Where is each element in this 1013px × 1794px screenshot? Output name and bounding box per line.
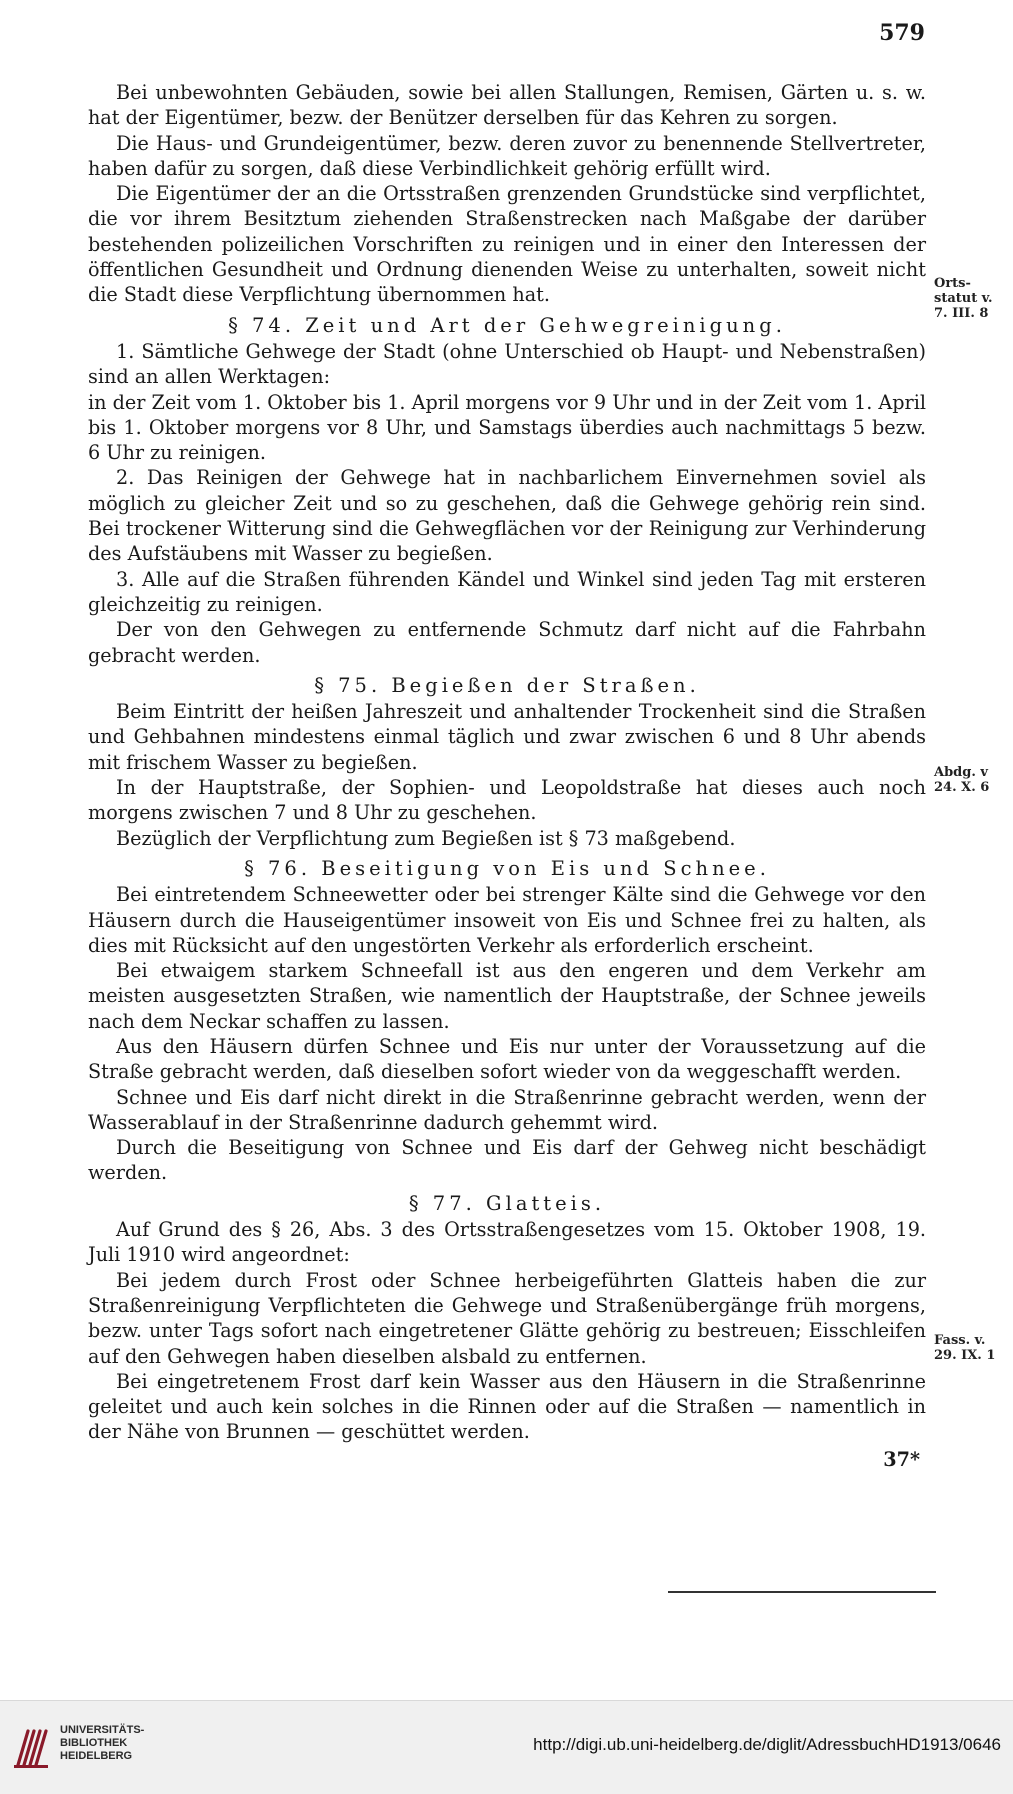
paragraph: Bei jedem durch Frost oder Schnee herbeigeführten Glatteis haben die zur Straßenreinigung Verpflichteten die Gehwege und Straßenübergänge früh morgens, bezw. unter Tags sofort nach eingetretener Glätte gehörig zu bestreuen; Eisschleifen auf den Gehwegen haben dieselben alsbald zu entfernen.: [88, 1268, 926, 1368]
logo-text-line: HEIDELBERG: [60, 1750, 133, 1762]
paragraph: Der von den Gehwegen zu entfernende Schmutz darf nicht auf die Fahrbahn gebracht werden.: [88, 618, 926, 667]
margin-note-line: 24. X. 6: [934, 780, 990, 795]
sheet-signature: 37*: [883, 1447, 920, 1471]
paragraph: Bei etwaigem starkem Schneefall ist aus den engeren und dem Verkehr am meisten ausgesetzten Straßen, wie namentlich der Hauptstraße, der Schnee jeweils nach dem Neckar schaffen zu lassen.: [88, 959, 926, 1033]
paragraph: Schnee und Eis darf nicht direkt in die Straßenrinne gebracht werden, wenn der Wasserablauf in der Straßenrinne dadurch gehemmt wird.: [88, 1085, 926, 1134]
footer-rule: [668, 1591, 936, 1593]
margin-note-line: Abdg. v: [934, 765, 988, 780]
page-number: 579: [879, 20, 925, 46]
section-heading: § 75. Begießen der Straßen.: [314, 673, 700, 697]
paragraph: Die Eigentümer der an die Ortsstraßen grenzenden Grundstücke sind verpflichtet, die vor ihrem Besitztum ziehenden Straßenstrecken nach Maßgabe der darüber bestehenden polizeilichen Vorschriften zu reinigen und in einer den Interessen der öffentlichen Gesundheit und Ordnung dienenden Weise zu unterhalten, soweit nicht die Stadt diese Verpflichtung übernommen hat.: [88, 182, 926, 307]
paragraph: Die Haus- und Grundeigentümer, bezw. deren zuvor zu benennende Stellvertreter, haben dafür zu sorgen, daß diese Verbindlichkeit gehörig erfüllt wird.: [88, 131, 926, 180]
section-heading: § 74. Zeit und Art der Gehwegreinigung.: [228, 313, 786, 337]
margin-note-statute: [934, 276, 1010, 321]
margin-note-line: statut v.: [934, 291, 993, 306]
paragraph: Bei eintretendem Schneewetter oder bei strenger Kälte sind die Gehwege vor den Häusern durch die Hauseigentümer insoweit von Eis und Schnee frei zu halten, als dies mit Rücksicht auf den ungestörten Verkehr als erforderlich erscheint.: [88, 883, 926, 957]
paragraph: Bei eingetretenem Frost darf kein Wasser aus den Häusern in die Straßenrinne geleitet und auch kein solches in die Rinnen oder auf die Straßen — namentlich in der Nähe von Brunnen — geschüttet werden.: [88, 1369, 926, 1444]
paragraph: 3. Alle auf die Straßen führenden Kändel und Winkel sind jeden Tag mit ersteren gleichzeitig zu reinigen.: [88, 567, 926, 616]
margin-note-line: 29. IX. 1: [934, 1348, 996, 1363]
logo-text-line: BIBLIOTHEK: [60, 1737, 128, 1749]
section-heading: § 76. Beseitigung von Eis und Schnee.: [244, 856, 770, 880]
margin-note-amendment: [934, 765, 1010, 795]
paragraph: 1. Sämtliche Gehwege der Stadt (ohne Unterschied ob Haupt- und Nebenstraßen) sind an allen Werktagen:: [88, 339, 926, 389]
heidelberg-emblem-icon: [10, 1723, 52, 1771]
document-body: [88, 80, 926, 1472]
library-logo[interactable]: [10, 1723, 150, 1773]
paragraph: Aus den Häusern dürfen Schnee und Eis nur unter der Voraussetzung auf die Straße gebracht werden, daß dieselben sofort wieder von da weggeschafft werden.: [88, 1034, 926, 1084]
paragraph: Beim Eintritt der heißen Jahreszeit und anhaltender Trockenheit sind die Straßen und Gehbahnen mindestens einmal täglich und zwar zwischen 6 und 8 Uhr abends mit frischem Wasser zu begießen.: [88, 700, 926, 774]
margin-note-line: 7. III. 8: [934, 306, 989, 321]
paragraph: Bezüglich der Verpflichtung zum Begießen ist § 73 maßgebend.: [116, 826, 736, 850]
paragraph: 2. Das Reinigen der Gehwege hat in nachbarlichem Einvernehmen soviel als möglich zu gleicher Zeit und so zu geschehen, daß die Gehwege gehörig rein sind. Bei trockener Witterung sind die Gehwegflächen vor der Reinigung zur Verhinderung des Aufstäubens mit Wasser zu begießen.: [88, 466, 926, 566]
paragraph: Auf Grund des § 26, Abs. 3 des Ortsstraßengesetzes vom 15. Oktober 1908, 19. Juli 1910 wird angeordnet:: [88, 1218, 926, 1267]
paragraph: In der Hauptstraße, der Sophien- und Leopoldstraße hat dieses auch noch morgens zwischen 7 und 8 Uhr zu geschehen.: [88, 776, 926, 825]
section-heading: § 77. Glatteis.: [408, 1191, 606, 1215]
paragraph: in der Zeit vom 1. Oktober bis 1. April morgens vor 9 Uhr und in der Zeit vom 1. April bis 1. Oktober morgens vor 8 Uhr, und Samstags überdies auch nachmittags 5 bezw. 6 Uhr zu reinigen.: [88, 390, 926, 465]
logo-text-line: UNIVERSITÄTS-: [60, 1724, 145, 1736]
margin-note-version: [934, 1333, 1010, 1363]
paragraph: Durch die Beseitigung von Schnee und Eis darf der Gehweg nicht beschädigt werden.: [88, 1136, 926, 1185]
margin-note-line: Orts-: [934, 276, 971, 291]
margin-note-line: Fass. v.: [934, 1333, 986, 1348]
library-footer: [0, 1700, 1013, 1794]
permalink-url[interactable]: http://digi.ub.uni-heidelberg.de/diglit/AdressbuchHD1913/0646: [533, 1735, 1001, 1754]
paragraph: Bei unbewohnten Gebäuden, sowie bei allen Stallungen, Remisen, Gärten u. s. w. hat der Eigentümer, bezw. der Benützer derselben für das Kehren zu sorgen.: [88, 81, 926, 130]
